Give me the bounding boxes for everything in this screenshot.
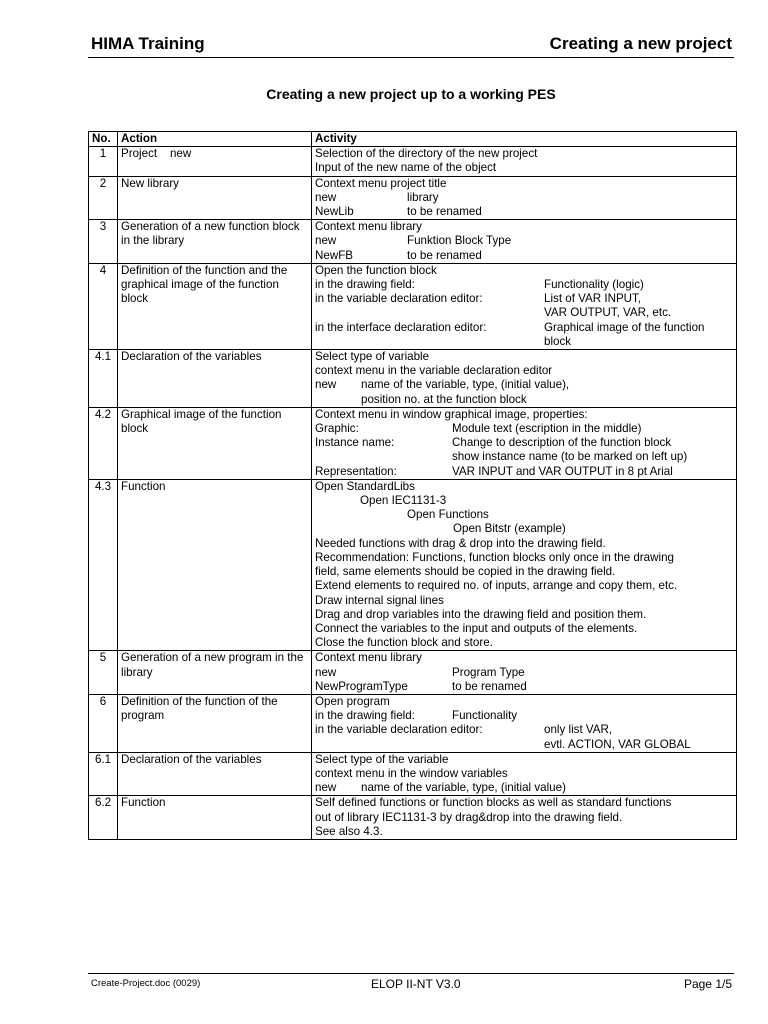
header-divider [88,57,734,58]
activity-text: See also 4.3. [315,824,383,838]
row-action: Function [118,796,312,840]
activity-line [315,321,733,335]
activity-value: name of the variable, type, (initial value) [361,781,566,795]
row-action: Definition of the function of the program [118,694,312,752]
header-action: Action [118,132,312,147]
activity-line [315,508,733,522]
activity-line [315,191,733,205]
activity-text: Drag and drop variables into the drawing field and position them. [315,607,647,621]
activity-line [315,161,733,175]
activity-line [315,278,733,292]
activity-text: Input of the new name of the object [315,161,497,175]
activity-text: context menu in the window variables [315,766,508,780]
header-right: Creating a new project [549,34,732,53]
activity-line [315,364,733,378]
activity-label: NewFB [315,248,354,262]
row-number: 4.1 [89,350,118,408]
row-activity [312,350,737,408]
activity-value: name of the variable, type, (initial value), [361,378,570,392]
activity-line [315,436,733,450]
row-action: Project new [118,147,312,176]
activity-label: in the drawing field: [315,709,415,723]
activity-line [315,594,733,608]
activity-line [315,636,733,650]
activity-value: Open Bitstr (example) [453,522,566,536]
activity-text: Context menu in window graphical image, properties: [315,407,588,421]
activity-line [315,811,733,825]
activity-label: Representation: [315,464,397,478]
row-number: 6.1 [89,752,118,796]
activity-line [315,306,733,320]
row-number: 1 [89,147,118,176]
activity-label: Graphic: [315,422,359,436]
activity-value: library [407,190,439,204]
table-row [89,176,737,220]
activity-line [315,579,733,593]
activity-text: Connect the variables to the input and outputs of the elements. [315,621,638,635]
activity-value: only list VAR, [544,723,613,737]
activity-text: Self defined functions or function blocks as well as standard functions [315,796,672,810]
activity-text: Recommendation: Functions, function blocks only once in the drawing [315,550,674,564]
activity-line [315,450,733,464]
table-row [89,220,737,264]
row-number: 4.3 [89,479,118,650]
activity-value: to be renamed [452,679,527,693]
table-row [89,407,737,479]
activity-line [315,249,733,263]
row-action: Generation of a new function block in the library [118,220,312,264]
header-left: HIMA Training [91,34,205,53]
activity-label: new [315,665,337,679]
activity-line [315,335,733,349]
activity-value: to be renamed [407,248,482,262]
activity-line [315,480,733,494]
activity-value: Change to description of the function block [452,436,672,450]
footer-middle: ELOP II-NT V3.0 [371,977,461,991]
activity-text: Extend elements to required no. of inputs, arrange and copy them, etc. [315,579,678,593]
activity-label: new [315,190,337,204]
activity-value: show instance name (to be marked on left up) [452,450,688,464]
activity-value: Open Functions [407,508,489,522]
activity-line [315,753,733,767]
row-number: 6 [89,694,118,752]
table-row [89,350,737,408]
row-action: Generation of a new program in the library [118,651,312,695]
table-row [89,263,737,349]
activity-line [315,220,733,234]
activity-value: Graphical image of the function [544,320,705,334]
table-row [89,796,737,840]
activity-line [315,494,733,508]
table-row [89,694,737,752]
activity-value: Open IEC1131-3 [360,494,447,508]
row-activity [312,220,737,264]
row-activity [312,263,737,349]
activity-line [315,680,733,694]
activity-text: field, same elements should be copied in the drawing field. [315,565,616,579]
table-header-row [89,132,737,147]
activity-value: Program Type [452,665,525,679]
activity-label: in the drawing field: [315,278,415,292]
activity-label: in the variable declaration editor: [315,723,483,737]
activity-text: Close the function block and store. [315,636,493,650]
activity-text: Select type of the variable [315,752,449,766]
activity-value: VAR OUTPUT, VAR, etc. [544,306,672,320]
row-number: 4.2 [89,407,118,479]
activity-label: new [315,781,337,795]
activity-line [315,825,733,839]
row-number: 6.2 [89,796,118,840]
row-activity [312,407,737,479]
activity-value: evtl. ACTION, VAR GLOBAL [544,737,691,751]
activity-value: Functionality [452,709,518,723]
activity-line [315,666,733,680]
activity-line [315,781,733,795]
activity-line [315,537,733,551]
activity-label: in the variable declaration editor: [315,292,483,306]
activity-line [315,350,733,364]
row-action: New library [118,176,312,220]
activity-line [315,695,733,709]
activity-line [315,292,733,306]
activity-text: Selection of the directory of the new project [315,147,538,161]
row-activity [312,479,737,650]
activity-value: Module text (escription in the middle) [452,422,642,436]
activity-text: Context menu library [315,220,422,234]
row-activity [312,147,737,176]
header-activity: Activity [312,132,737,147]
activity-label: in the interface declaration editor: [315,320,487,334]
activity-line [315,767,733,781]
row-activity [312,752,737,796]
row-number: 4 [89,263,118,349]
activity-line [315,378,733,392]
activity-line [315,522,733,536]
activity-line [315,622,733,636]
row-action: Graphical image of the function block [118,407,312,479]
activity-text: Open the function block [315,263,437,277]
activity-value: to be renamed [407,205,482,219]
table-row [89,651,737,695]
activity-label: new [315,234,337,248]
activity-line [315,565,733,579]
activity-line [315,264,733,278]
table-row [89,147,737,176]
activity-line [315,234,733,248]
row-activity [312,651,737,695]
activity-value: List of VAR INPUT, [544,292,642,306]
activity-line [315,651,733,665]
activity-text: Needed functions with drag & drop into the drawing field. [315,536,606,550]
activity-line [315,147,733,161]
header-no: No. [89,132,118,147]
footer-left: Create-Project.doc (0029) [91,978,201,989]
activity-line [315,608,733,622]
activity-label: NewLib [315,205,354,219]
activity-line [315,709,733,723]
activity-line [315,796,733,810]
activity-label: Instance name: [315,436,395,450]
activity-line [315,393,733,407]
row-action: Declaration of the variables [118,752,312,796]
activity-text: Select type of variable [315,350,430,364]
footer-right: Page 1/5 [683,977,732,991]
activity-line [315,422,733,436]
activity-label: new [315,378,337,392]
activity-value: block [544,334,572,348]
activity-line [315,465,733,479]
activity-line [315,551,733,565]
row-action: Function [118,479,312,650]
activity-text: context menu in the variable declaration editor [315,364,553,378]
document-title: Creating a new project up to a working PES [266,86,556,102]
activity-line [315,408,733,422]
row-action: Declaration of the variables [118,350,312,408]
activity-value: Functionality (logic) [544,278,644,292]
row-number: 2 [89,176,118,220]
footer-divider [88,973,734,974]
activity-text: Context menu library [315,651,422,665]
activity-line [315,205,733,219]
row-action: Definition of the function and the graphical image of the function block [118,263,312,349]
activity-text: Context menu project title [315,176,447,190]
table-row [89,752,737,796]
table-row [89,479,737,650]
activity-value: Funktion Block Type [407,234,512,248]
row-activity [312,796,737,840]
activity-line [315,738,733,752]
row-activity [312,176,737,220]
procedure-table [88,131,737,840]
row-number: 5 [89,651,118,695]
activity-line [315,177,733,191]
activity-value: VAR INPUT and VAR OUTPUT in 8 pt Arial [452,464,673,478]
activity-label: NewProgramType [315,679,408,693]
activity-value: position no. at the function block [361,392,527,406]
activity-text: out of library IEC1131-3 by drag&drop into the drawing field. [315,810,623,824]
activity-text: Open program [315,694,390,708]
row-number: 3 [89,220,118,264]
activity-text: Open StandardLibs [315,479,415,493]
activity-line [315,723,733,737]
row-activity [312,694,737,752]
activity-text: Draw internal signal lines [315,593,444,607]
